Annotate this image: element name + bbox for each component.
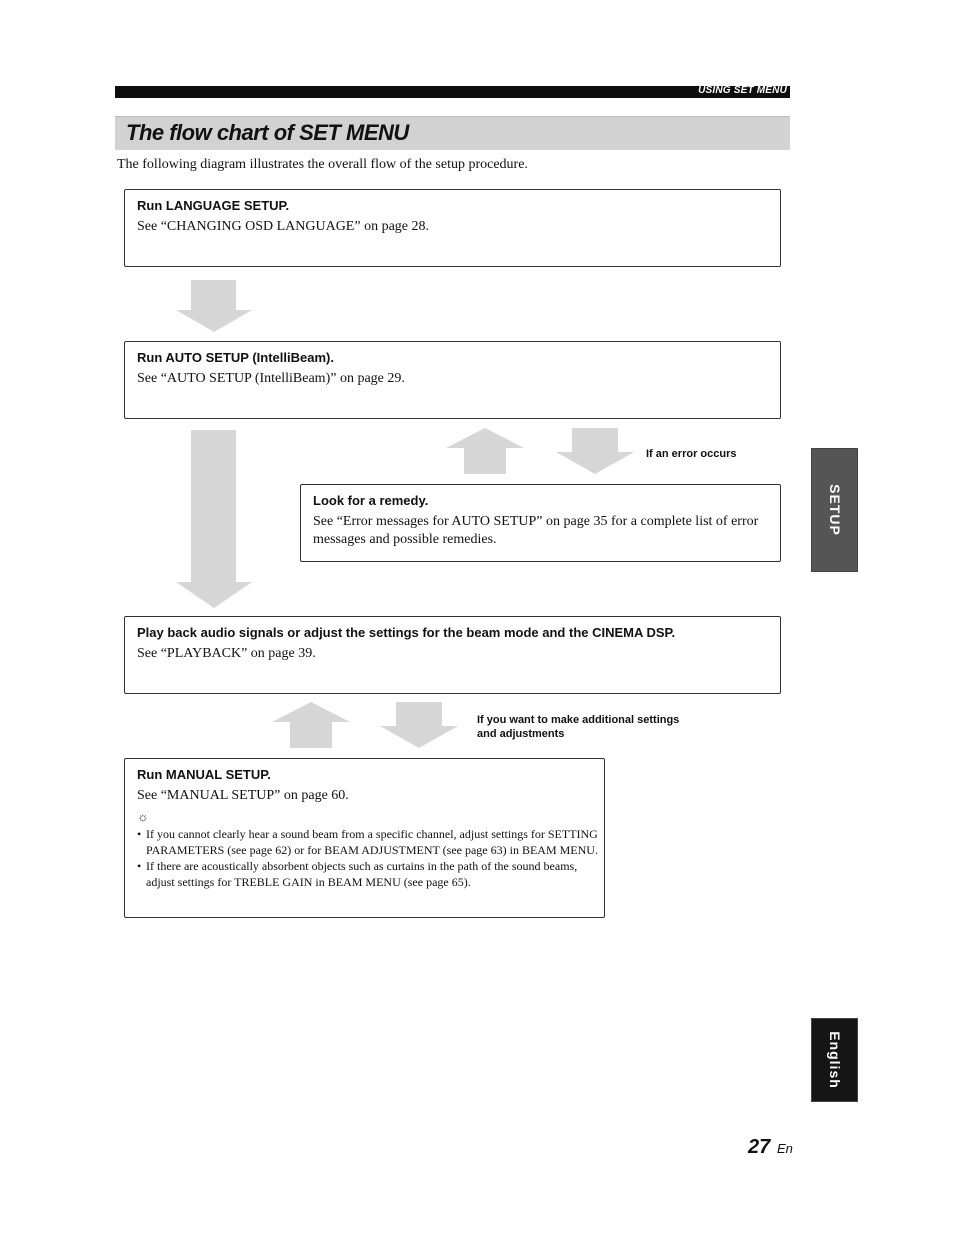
note-line: If you want to make additional settings xyxy=(477,714,680,726)
step-language-setup xyxy=(124,189,781,267)
step-manual-setup xyxy=(124,758,605,918)
step-playback xyxy=(124,616,781,694)
page-title: The flow chart of SET MENU xyxy=(126,120,409,145)
step-text: See “MANUAL SETUP” on page 60. xyxy=(137,788,349,803)
down-arrow-icon xyxy=(380,702,458,748)
header-bar xyxy=(115,86,790,98)
tip-item: • If there are acoustically absorbent objects such as curtains in the path of the sound beams, adjust settings for TREBLE GAIN in BEAM MENU (see page 65). xyxy=(137,858,599,890)
intro-text: The following diagram illustrates the overall flow of the setup procedure. xyxy=(117,157,528,172)
side-tab-label: English xyxy=(826,1031,843,1089)
step-title: Look for a remedy. xyxy=(313,493,429,508)
step-auto-setup xyxy=(124,341,781,419)
step-text: See “AUTO SETUP (IntelliBeam)” on page 29. xyxy=(137,371,405,386)
step-text: See “CHANGING OSD LANGUAGE” on page 28. xyxy=(137,219,430,234)
page-number: 27 xyxy=(748,1136,771,1158)
step-title: Run AUTO SETUP (IntelliBeam). xyxy=(137,350,334,365)
step-title: Run MANUAL SETUP. xyxy=(137,767,271,782)
side-tab-setup xyxy=(811,448,858,572)
step-text: See “PLAYBACK” on page 39. xyxy=(137,646,316,661)
note-line: and adjustments xyxy=(477,728,565,740)
up-arrow-icon xyxy=(446,428,524,474)
down-arrow-icon xyxy=(176,280,252,332)
up-arrow-icon xyxy=(272,702,350,748)
down-arrow-icon xyxy=(556,428,634,474)
side-tab-label: SETUP xyxy=(826,484,843,536)
section-label: USING SET MENU xyxy=(698,85,787,96)
step-remedy xyxy=(300,484,781,562)
tip-item: • If you cannot clearly hear a sound beam from a specific channel, adjust settings for SETTING PARAMETERS (see page 62) or for BEAM ADJUSTMENT (see page 63) in BEAM MENU. xyxy=(137,826,599,858)
step-title: Play back audio signals or adjust the settings for the beam mode and the CINEMA DSP. xyxy=(137,625,676,640)
tip-sun-icon: ☼ xyxy=(137,809,149,824)
long-down-arrow-icon xyxy=(176,430,252,608)
tip-list xyxy=(137,826,599,890)
page-suffix: En xyxy=(777,1141,793,1156)
error-note: If an error occurs xyxy=(646,448,737,460)
title-band xyxy=(115,116,790,150)
step-title: Run LANGUAGE SETUP. xyxy=(137,198,290,213)
step-text: See “Error messages for AUTO SETUP” on page 35 for a complete list of error messages and possible remedies. xyxy=(313,514,759,547)
additional-settings-note xyxy=(477,713,679,741)
side-tab-english xyxy=(811,1018,858,1102)
